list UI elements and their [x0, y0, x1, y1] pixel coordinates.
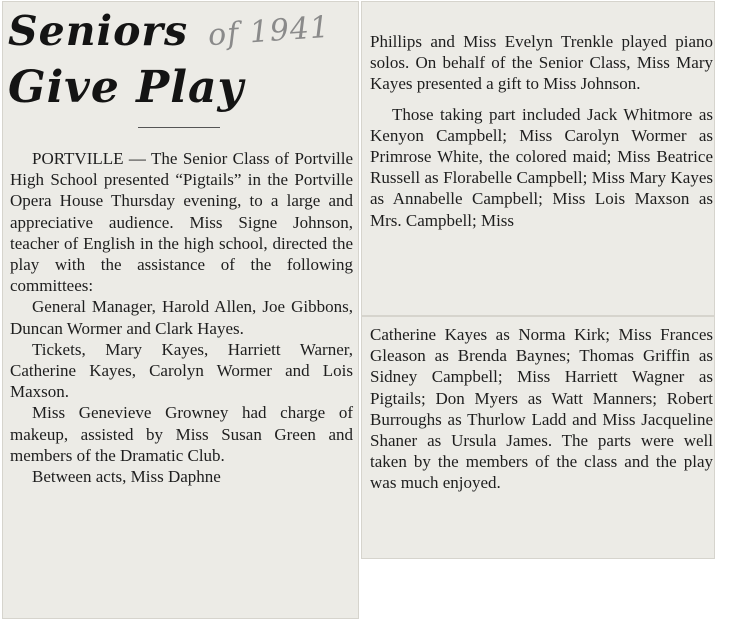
- handwritten-year-note: of 1941: [206, 9, 332, 54]
- headline-line-2: Give Play: [8, 62, 245, 113]
- article-paragraph: Between acts, Miss Daphne: [32, 467, 221, 487]
- article-paragraph: Phillips and Miss Evelyn Trenkle played piano solos. On behalf of the Senior Class, Miss Mary Kayes presented a gift to Miss Johnson.: [370, 32, 713, 94]
- article-paragraph: PORTVILLE — The Senior Class of Portville High School presented “Pigtails” in the Portville Opera House Thursday evening, to a large and appreciative audience. Miss Signe Johnson, teacher of English in the high school, directed the play with the assistance of the following committees:: [10, 149, 353, 296]
- article-left-column: [10, 148, 353, 487]
- article-paragraph: Those taking part included Jack Whitmore as Kenyon Campbell; Miss Carolyn Wormer as Primrose White, the colored maid; Miss Beatrice Russell as Florabelle Campbell; Miss Mary Kayes as Annabelle Campbell; Miss Lois Maxson as Mrs. Campbell; Miss: [370, 104, 713, 230]
- page-margin: [718, 0, 731, 635]
- article-right-column-bottom: [370, 324, 713, 494]
- article-paragraph: Tickets, Mary Kayes, Harriett Warner, Catherine Kayes, Carolyn Wormer and Lois Maxson.: [10, 339, 353, 402]
- headline-divider: [138, 127, 220, 128]
- article-paragraph: General Manager, Harold Allen, Joe Gibbons, Duncan Wormer and Clark Hayes.: [10, 297, 353, 338]
- article-paragraph: Catherine Kayes as Norma Kirk; Miss Frances Gleason as Brenda Baynes; Thomas Griffin as Sidney Campbell; Miss Harriett Wagner as Pigtails; Don Myers as Watt Manners; Robert Burroughs as Thurlow Ladd and Miss Jacqueline Shaner as Ursula James. The parts were well taken by the members of the class and the play was much enjoyed.: [370, 325, 713, 493]
- headline-line-1: Seniors: [8, 7, 189, 55]
- article-right-column-top: [370, 31, 713, 231]
- article-paragraph: Miss Genevieve Growney had charge of makeup, assisted by Miss Susan Green and members of the Dramatic Club.: [10, 403, 353, 465]
